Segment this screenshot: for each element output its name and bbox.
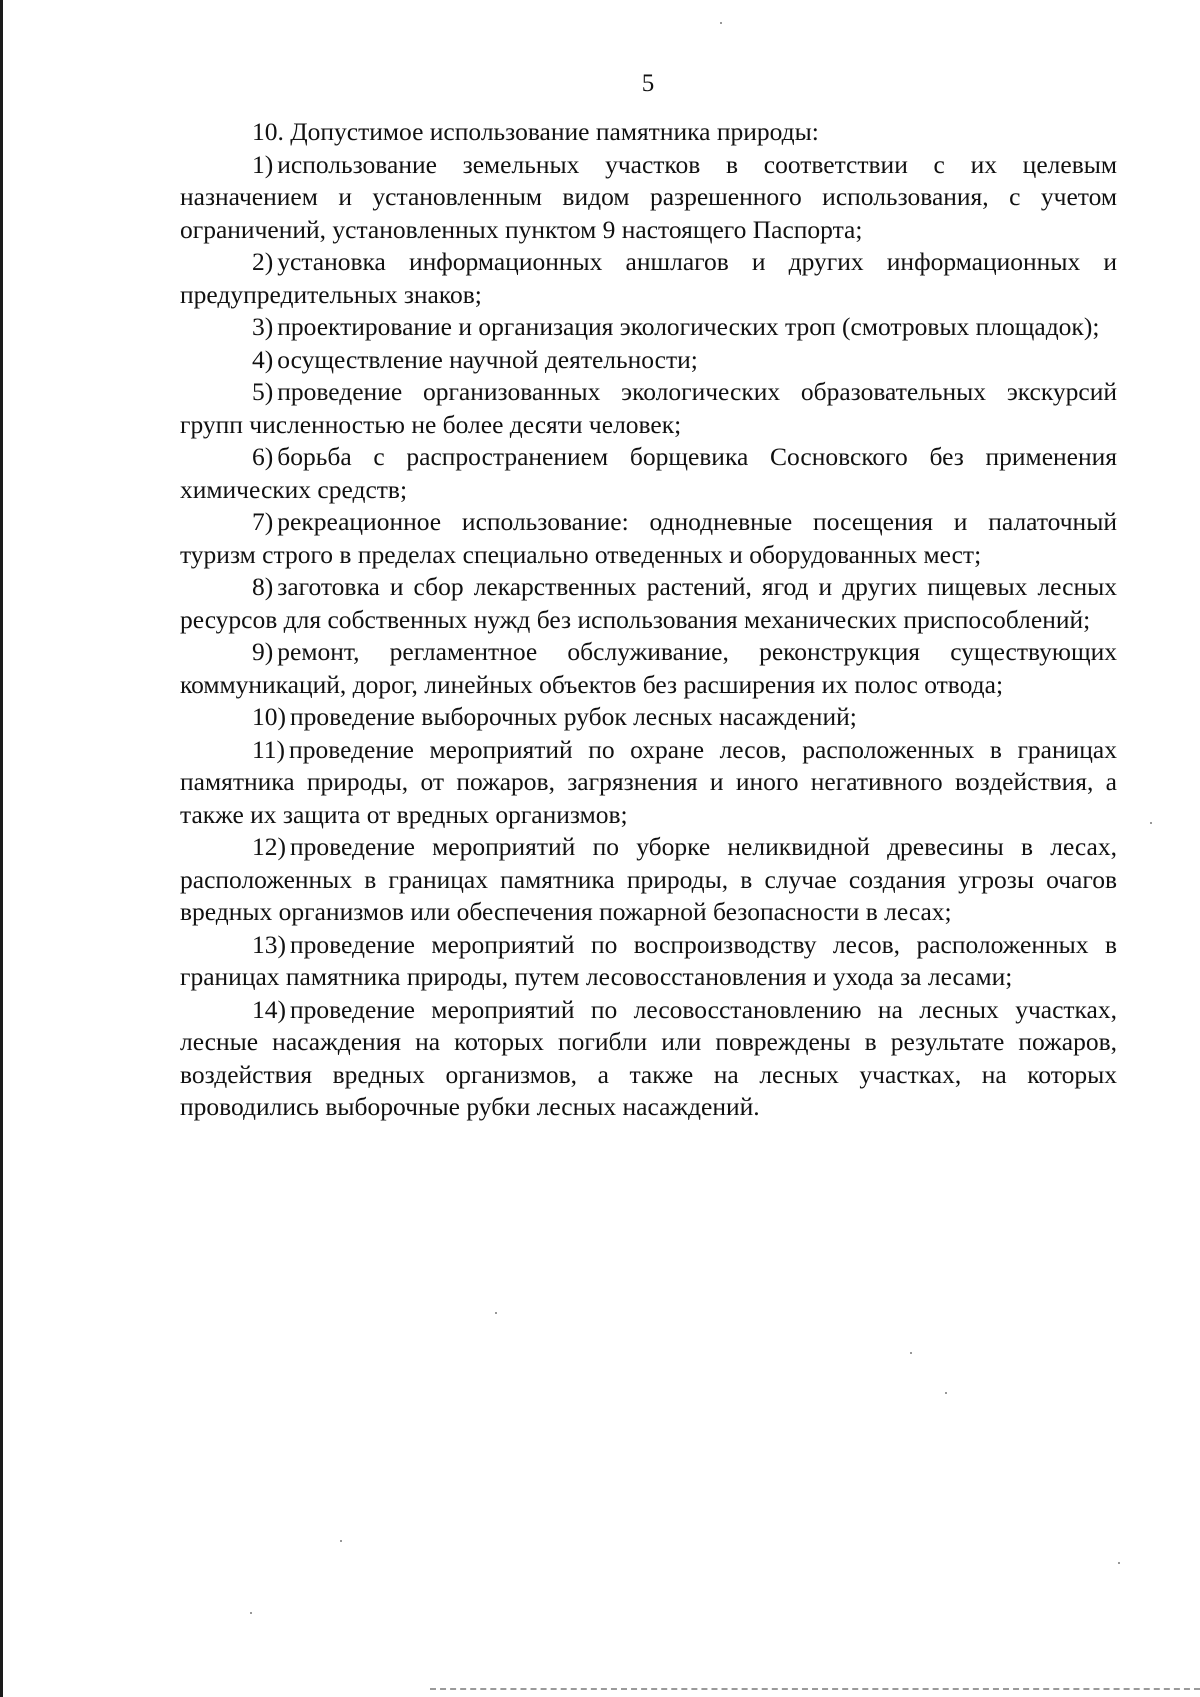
scan-border-left [0,0,3,1697]
list-item-number: 12) [252,832,286,861]
list-item-number: 8) [252,572,274,601]
list-item-text: установка информационных аншлагов и других информационных и предупредительных знаков; [180,247,1117,309]
list-item-number: 2) [252,247,274,276]
list-item-number: 7) [252,507,274,536]
scan-speck [1150,822,1152,824]
list-item [180,344,1117,377]
scan-speck [340,1540,342,1542]
scan-speck [720,22,722,24]
list-item-text: осуществление научной деятельности; [277,344,698,374]
list-item-number: 1) [252,149,274,179]
list-item-text: проведение мероприятий по воспроизводству лесов, расположенных в границах памятника природы, путем лесовосстановления и ухода за лесами; [180,929,1117,991]
list-item-text: ремонт, регламентное обслуживание, реконструкция существующих коммуникаций, дорог, линейных объектов без расширения их полос отвода; [180,637,1117,699]
list-item-text: использование земельных участков в соответствии с их целевым назначением и установленным видом разрешенного использования, с учетом ограничений, установленных пунктом 9 настоящего Паспорта; [180,149,1117,244]
list-item-number: 11) [252,734,286,764]
list-item [180,506,1117,571]
list-item [180,441,1117,506]
scan-border-bottom [430,1688,1200,1690]
page-number: 5 [641,70,655,97]
list-item [180,734,1117,832]
list-item [180,571,1117,636]
list-item [180,831,1117,929]
list-item-text: заготовка и сбор лекарственных растений, ягод и других пищевых лесных ресурсов для собственных нужд без использования механических приспособлений; [180,572,1117,634]
list-item-text: проведение мероприятий по охране лесов, расположенных в границах памятника природы, от пожаров, загрязнения и иного негативного воздействия, а также их защита от вредных организмов; [180,734,1117,829]
list-item [180,636,1117,701]
list-item-number: 9) [252,637,274,666]
list-item-number: 13) [252,929,286,959]
list-item-text: проведение организованных экологических образовательных экскурсий групп численностью не более десяти человек; [180,377,1117,439]
list-item [180,376,1117,441]
list-item-text: проведение мероприятий по уборке неликвидной древесины в лесах, расположенных в границах памятника природы, в случае создания угрозы очагов вредных организмов или обеспечения пожарной безопасности в лесах; [180,832,1117,926]
list-item-number: 3) [252,312,274,341]
list-item-number: 14) [252,994,286,1024]
scan-speck [910,1352,912,1354]
list-item-text: проектирование и организация экологических троп (смотровых площадок); [277,312,1100,341]
scan-speck [945,1392,947,1394]
list-item-text: борьба с распространением борщевика Сосновского без применения химических средств; [180,442,1117,504]
list-item-text: рекреационное использование: однодневные посещения и палаточный туризм строго в пределах специально отведенных и оборудованных мест; [180,507,1117,569]
list-item [180,994,1117,1124]
scan-speck [1118,1562,1120,1564]
scan-speck [495,1312,497,1314]
list-item-text: проведение выборочных рубок лесных насаждений; [290,702,857,731]
list-item-number: 5) [252,377,274,406]
list-item [180,311,1117,344]
document-body [180,116,1117,1124]
scan-speck [250,1612,252,1614]
list-item-number: 6) [252,442,274,471]
list-item-number: 4) [252,344,274,374]
list-item [180,701,1117,734]
list-item [180,149,1117,247]
list-item [180,929,1117,994]
list-item-text: проведение мероприятий по лесовосстановлению на лесных участках, лесные насаждения на которых погибли или повреждены в результате пожаров, воздействия вредных организмов, а также на лесных участках, на которых проводились выборочные рубки лесных насаждений. [180,994,1117,1121]
list-item-number: 10) [252,702,286,731]
section-heading: 10. Допустимое использование памятника природы: [252,117,819,146]
list-item [180,246,1117,311]
